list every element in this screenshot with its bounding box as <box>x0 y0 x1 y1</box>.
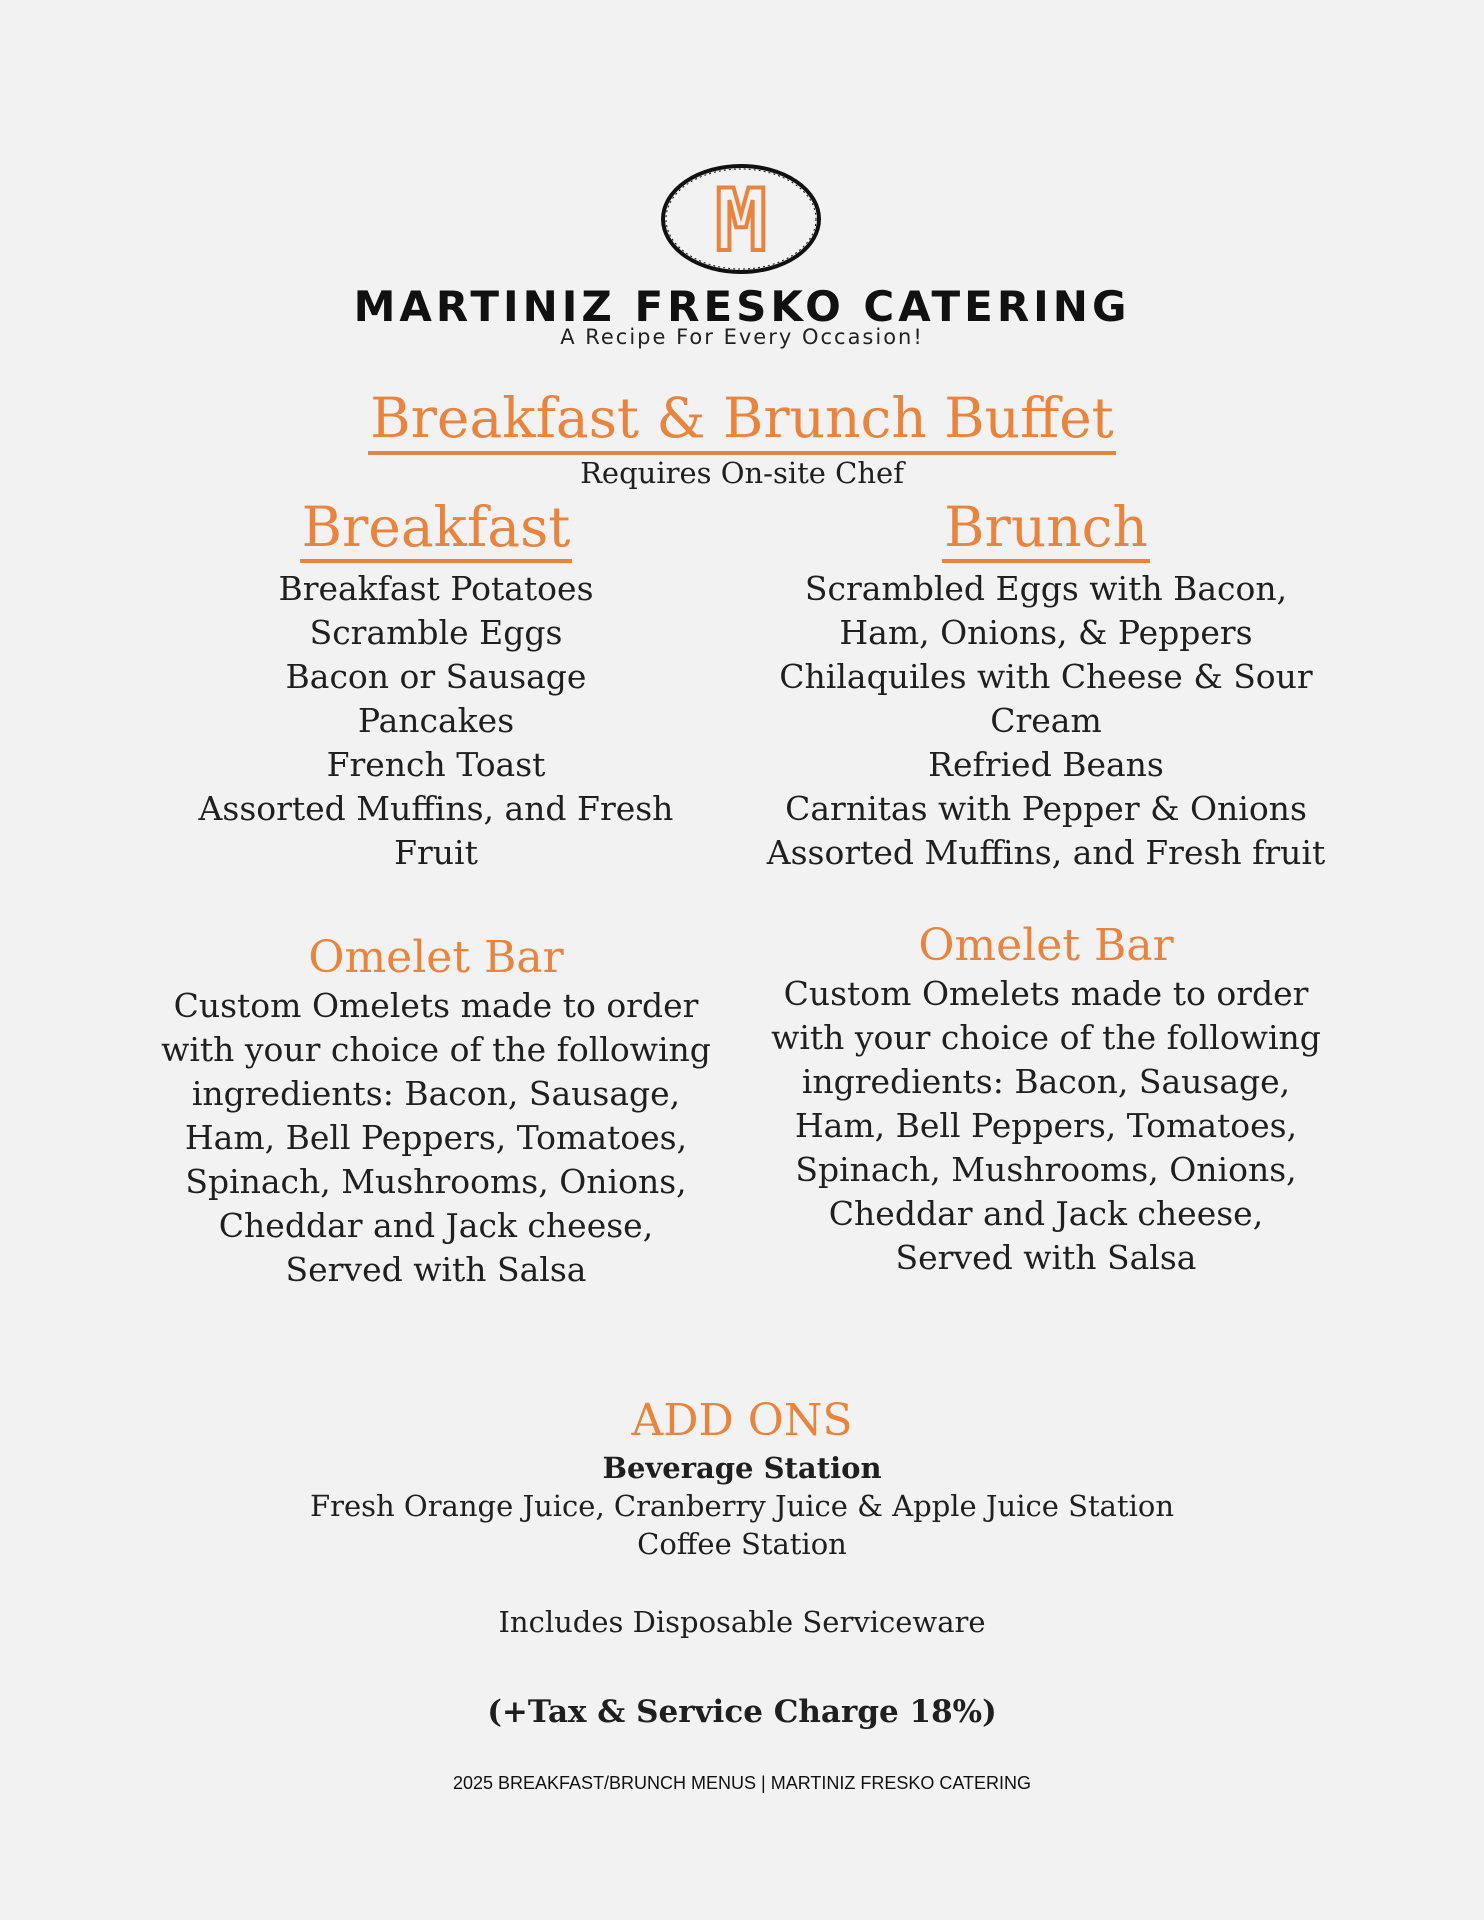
list-item: Pancakes <box>357 701 515 740</box>
title-block <box>0 385 1484 455</box>
omelet-line: ingredients: Bacon, Sausage, <box>801 1062 1291 1101</box>
omelet-bar-title: Omelet Bar <box>308 932 564 983</box>
omelet-line: Custom Omelets made to order <box>783 974 1309 1013</box>
omelet-line: Ham, Bell Peppers, Tomatoes, <box>184 1118 688 1157</box>
breakfast-omelet-bar <box>156 932 716 1292</box>
logo-letter: M <box>715 171 767 271</box>
list-item: Scramble Eggs <box>309 613 563 652</box>
omelet-line: Custom Omelets made to order <box>173 986 699 1025</box>
beverage-station-title: Beverage Station <box>602 1451 882 1485</box>
addon-line: Fresh Orange Juice, Cranberry Juice & Apple Juice Station <box>310 1489 1174 1523</box>
list-item: Assorted Muffins, and Fresh <box>198 789 674 828</box>
omelet-line: with your choice of the following <box>771 1018 1321 1057</box>
list-item: Assorted Muffins, and Fresh fruit <box>766 833 1326 872</box>
list-item: Refried Beans <box>928 745 1164 784</box>
omelet-line: Served with Salsa <box>895 1238 1197 1277</box>
serviceware-note: Includes Disposable Serviceware <box>498 1605 986 1639</box>
list-item: Ham, Onions, & Peppers <box>839 613 1253 652</box>
brand-name: MARTINIZ FRESKO CATERING <box>353 282 1131 331</box>
list-item: Scrambled Eggs with Bacon, <box>804 569 1288 608</box>
omelet-line: Spinach, Mushrooms, Onions, <box>795 1150 1297 1189</box>
list-item: French Toast <box>326 745 546 784</box>
page-subtitle: Requires On-site Chef <box>580 456 904 490</box>
list-item: Cream <box>990 701 1102 740</box>
addons-title: ADD ONS <box>631 1395 853 1446</box>
brunch-column <box>766 495 1326 875</box>
list-item: Chilaquiles with Cheese & Sour <box>779 657 1313 696</box>
brunch-items <box>766 567 1326 875</box>
page-footer: 2025 BREAKFAST/BRUNCH MENUS | MARTINIZ FRESKO CATERING <box>452 1773 1032 1793</box>
breakfast-items <box>156 567 716 875</box>
brunch-omelet-bar <box>766 920 1326 1280</box>
omelet-line: Ham, Bell Peppers, Tomatoes, <box>794 1106 1298 1145</box>
list-item: Breakfast Potatoes <box>278 569 594 608</box>
list-item: Fruit <box>394 833 478 872</box>
omelet-line: Served with Salsa <box>285 1250 587 1289</box>
breakfast-heading: Breakfast <box>300 495 573 563</box>
omelet-line: Cheddar and Jack cheese, <box>828 1194 1264 1233</box>
omelet-line: with your choice of the following <box>161 1030 711 1069</box>
tax-note: (+Tax & Service Charge 18%) <box>487 1694 997 1730</box>
breakfast-column <box>156 495 716 875</box>
omelet-bar-title: Omelet Bar <box>918 920 1174 971</box>
brunch-heading: Brunch <box>942 495 1150 563</box>
addons-section <box>0 1393 1484 1563</box>
addon-line: Coffee Station <box>637 1527 847 1561</box>
page-title: Breakfast & Brunch Buffet <box>368 385 1116 455</box>
omelet-line: Cheddar and Jack cheese, <box>218 1206 654 1245</box>
logo <box>656 158 826 280</box>
omelet-line: Spinach, Mushrooms, Onions, <box>185 1162 687 1201</box>
list-item: Bacon or Sausage <box>285 657 587 696</box>
omelet-line: ingredients: Bacon, Sausage, <box>191 1074 681 1113</box>
brand-tagline: A Recipe For Every Occasion! <box>560 325 924 349</box>
list-item: Carnitas with Pepper & Onions <box>785 789 1307 828</box>
